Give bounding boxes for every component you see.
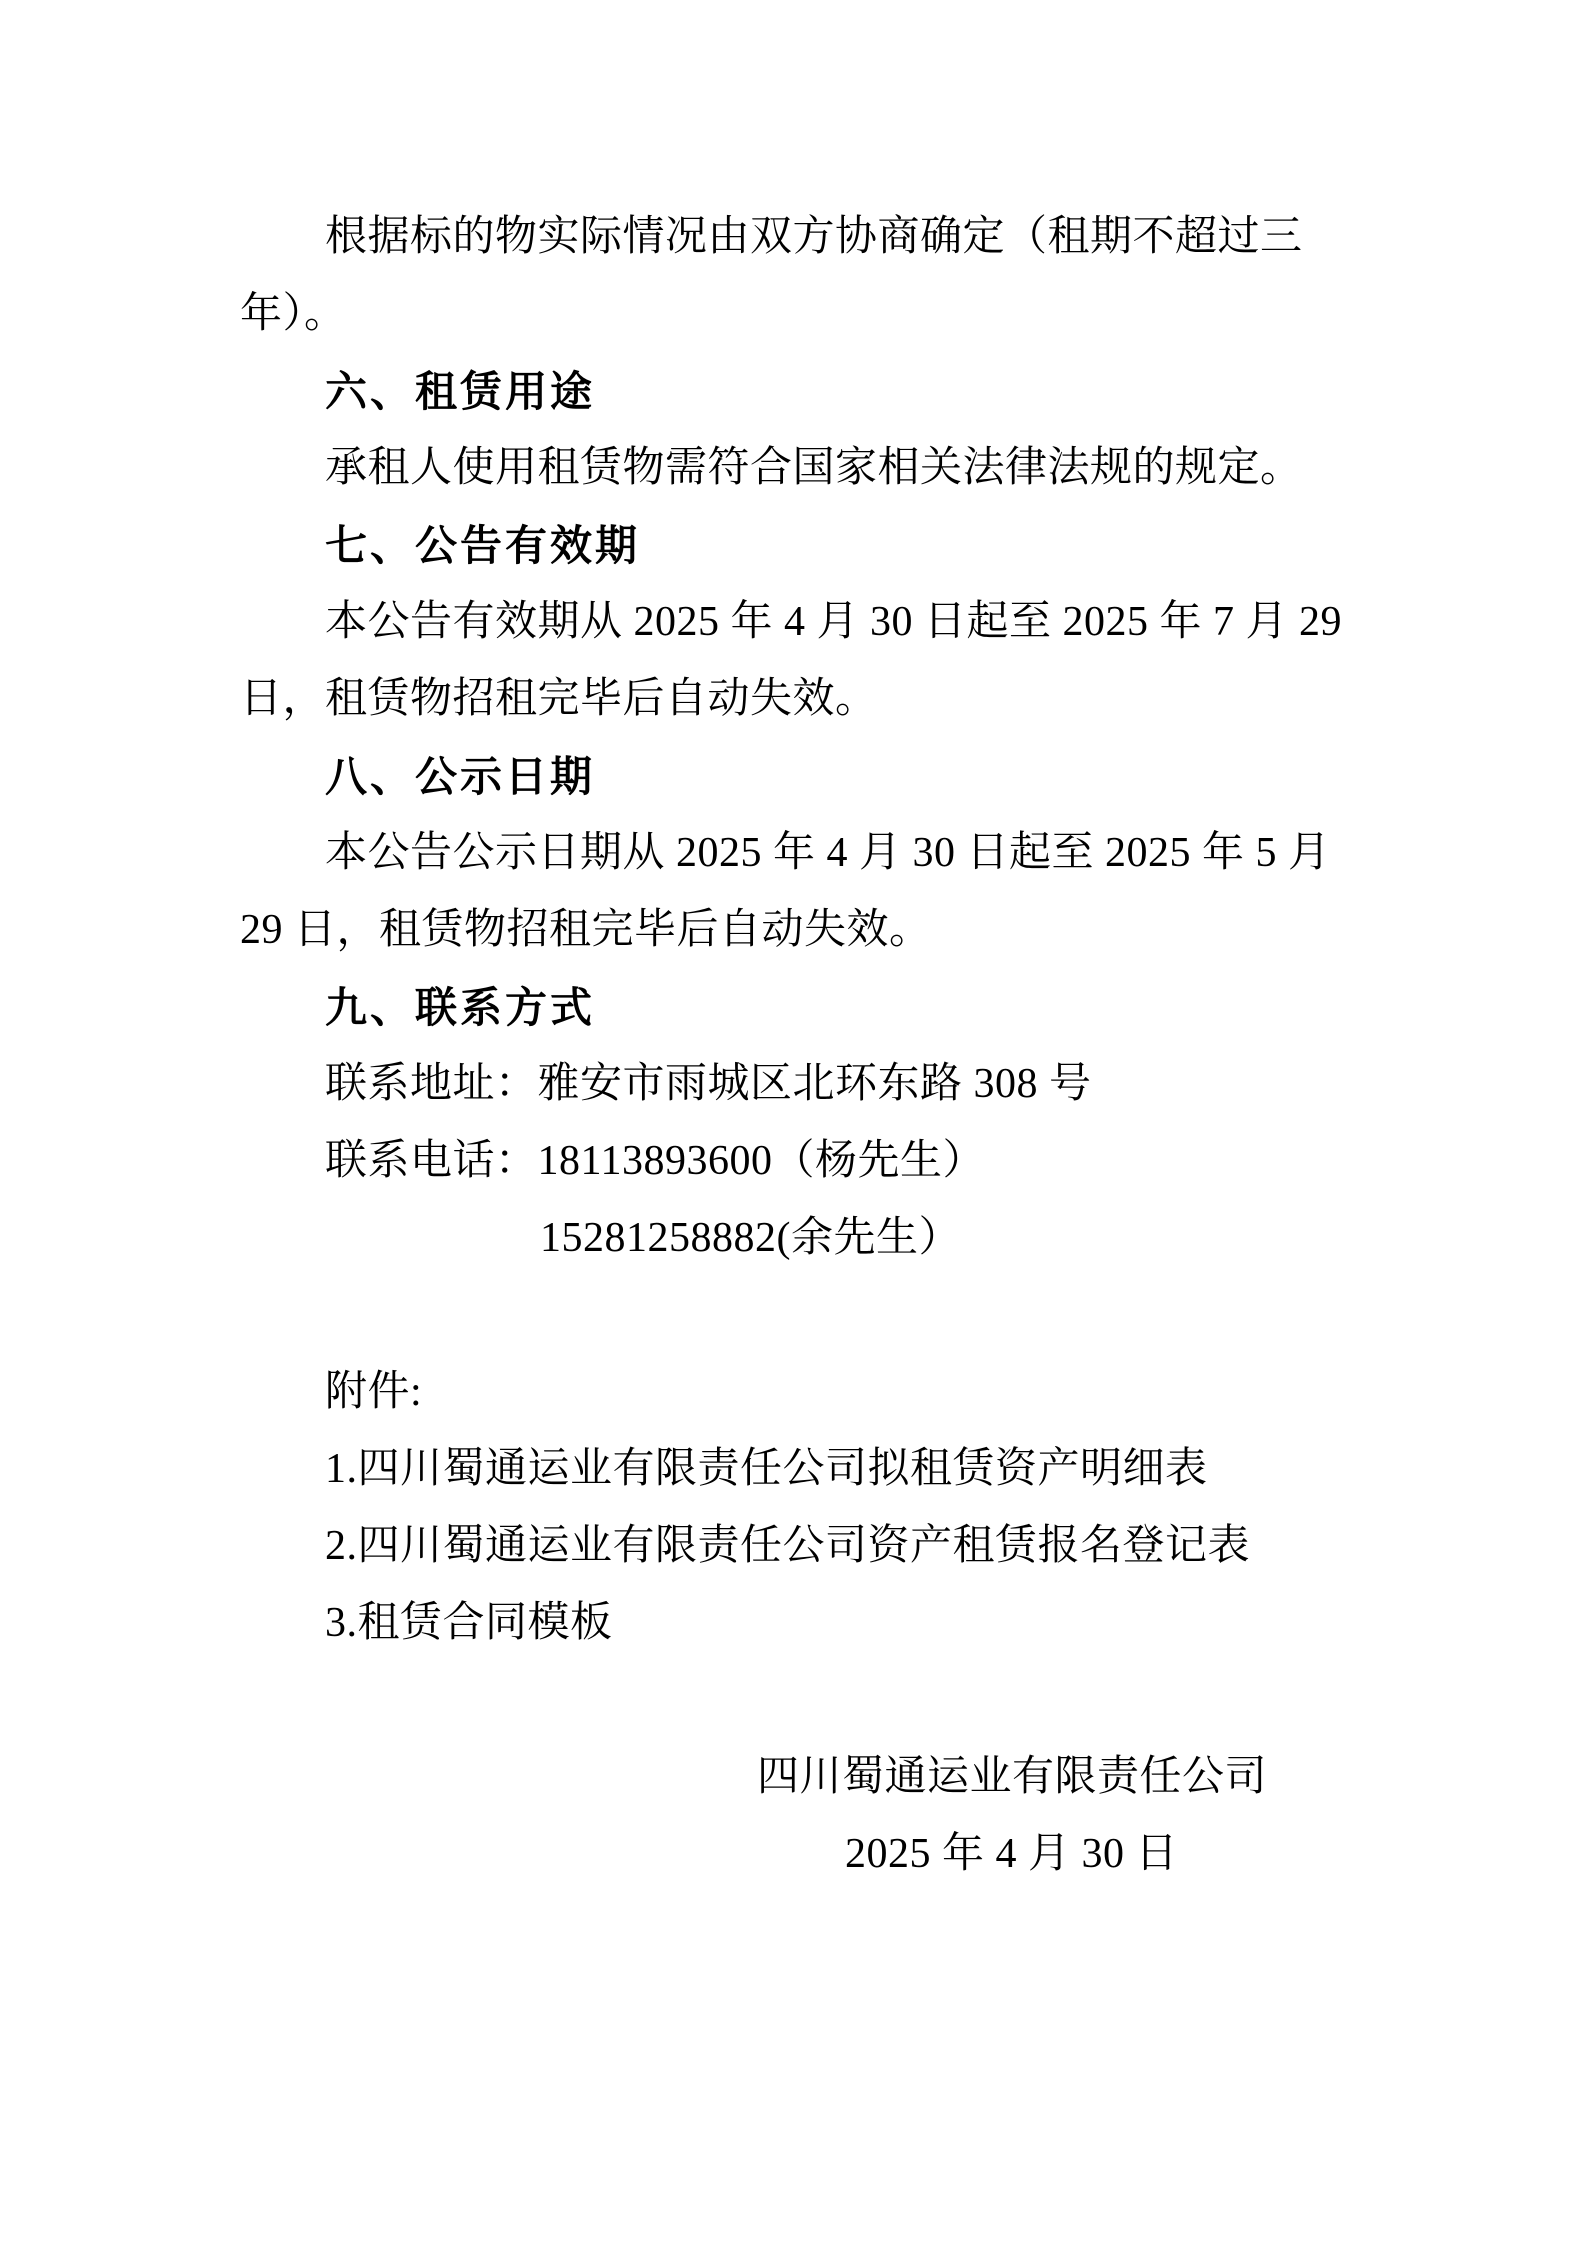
- contact-address-line: 联系地址：雅安市雨城区北环东路 308 号: [325, 1061, 1092, 1107]
- section-validity-line-1: 本公告有效期从 2025 年 4 月 30 日起至 2025 年 7 月 29: [325, 599, 1343, 645]
- attachment-item-3: 3.租赁合同模板: [325, 1600, 613, 1646]
- section-validity-line-2: 日，租赁物招租完毕后自动失效。: [240, 676, 878, 722]
- blank-line: [240, 1662, 1350, 1739]
- intro-line-1: 根据标的物实际情况由双方协商确定（租期不超过三: [325, 214, 1303, 260]
- attachments-label: 附件:: [325, 1369, 423, 1415]
- blank-line: [240, 1277, 1350, 1354]
- section-heading-rental-use: 六、租赁用途: [325, 368, 596, 415]
- signature-company: 四川蜀通运业有限责任公司: [757, 1754, 1268, 1800]
- section-publicity-line-1: 本公告公示日期从 2025 年 4 月 30 日起至 2025 年 5 月: [325, 830, 1331, 876]
- section-publicity-line-2: 29 日，租赁物招租完毕后自动失效。: [240, 907, 932, 953]
- section-heading-announcement-validity: 七、公告有效期: [325, 522, 641, 569]
- intro-line-2: 年）。: [240, 291, 347, 337]
- contact-phone-line-1: 联系电话：18113893600（杨先生）: [325, 1138, 985, 1184]
- section-heading-contact-info: 九、联系方式: [325, 984, 596, 1031]
- signature-date: 2025 年 4 月 30 日: [845, 1831, 1179, 1877]
- section-heading-publicity-date: 八、公示日期: [325, 753, 596, 800]
- section-rental-use-line-1: 承租人使用租赁物需符合国家相关法律法规的规定。: [325, 445, 1303, 491]
- attachment-item-2: 2.四川蜀通运业有限责任公司资产租赁报名登记表: [325, 1523, 1251, 1569]
- attachment-item-1: 1.四川蜀通运业有限责任公司拟租赁资产明细表: [325, 1446, 1208, 1492]
- contact-phone-line-2: 15281258882(余先生）: [540, 1215, 961, 1261]
- document-body: [240, 199, 1350, 1893]
